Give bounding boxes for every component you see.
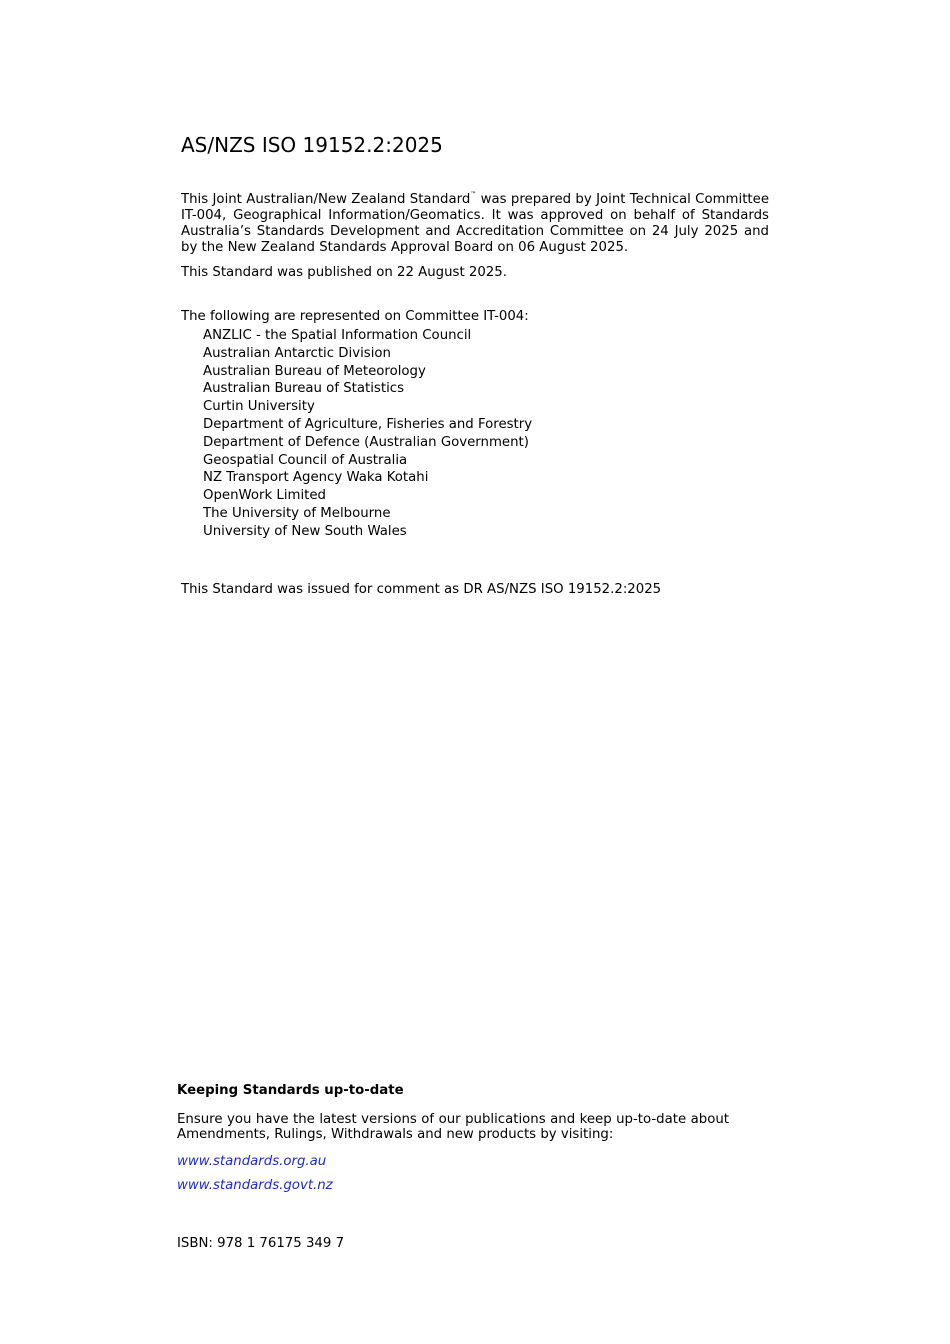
- standards-australia-link[interactable]: www.standards.org.au: [177, 1154, 327, 1169]
- intro-paragraph: [181, 187, 769, 256]
- standards-nz-link[interactable]: www.standards.govt.nz: [177, 1178, 333, 1193]
- committee-member: Department of Defence (Australian Government): [203, 434, 529, 450]
- committee-member: Department of Agriculture, Fisheries and Forestry: [203, 416, 533, 432]
- committee-heading: The following are represented on Committee IT-004:: [181, 309, 529, 324]
- committee-member: Geospatial Council of Australia: [203, 452, 408, 468]
- committee-member: Australian Antarctic Division: [203, 345, 391, 361]
- committee-member-list: [203, 327, 532, 541]
- isbn-text: ISBN: 978 1 76175 349 7: [177, 1236, 345, 1251]
- committee-member: University of New South Wales: [203, 523, 407, 539]
- page-title: AS/NZS ISO 19152.2:2025: [181, 133, 443, 157]
- committee-member: OpenWork Limited: [203, 488, 326, 504]
- committee-member: Australian Bureau of Meteorology: [203, 363, 426, 379]
- committee-member: NZ Transport Agency Waka Kotahi: [203, 470, 429, 486]
- committee-member: Curtin University: [203, 399, 315, 415]
- published-date-text: This Standard was published on 22 August 2025.: [181, 265, 507, 280]
- trademark-symbol: ™: [470, 191, 477, 198]
- committee-member: Australian Bureau of Statistics: [203, 381, 405, 397]
- keeping-up-to-date-heading: Keeping Standards up-to-date: [177, 1083, 404, 1098]
- committee-member: ANZLIC - the Spatial Information Council: [203, 328, 472, 343]
- committee-member: The University of Melbourne: [203, 505, 391, 521]
- intro-text-rest: was prepared by Joint Technical Committee IT-004, Geographical Information/Geomatics. It was approved on behalf of Standards Australia’s Standards Development and Accreditation Committee on 24 July 2025 and by the New Zealand Standards Approval Board on 06 August 2025.: [181, 192, 769, 255]
- intro-text-start: This Joint Australian/New Zealand Standard: [181, 192, 471, 207]
- issued-for-comment-text: This Standard was issued for comment as DR AS/NZS ISO 19152.2:2025: [181, 582, 662, 597]
- keeping-up-to-date-text: Ensure you have the latest versions of our publications and keep up-to-date about Amendments, Rulings, Withdrawals and new products by visiting:: [177, 1112, 729, 1142]
